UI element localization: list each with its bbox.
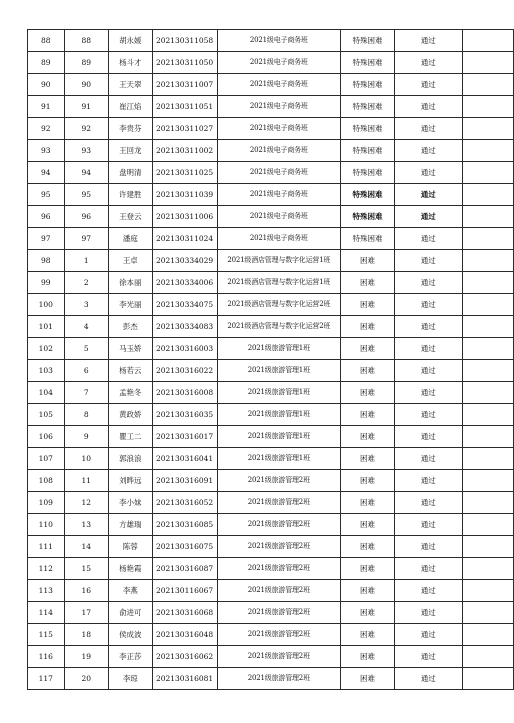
row-number-cell: 89 <box>28 52 65 74</box>
row-number-cell: 96 <box>28 206 65 228</box>
table-row <box>28 558 514 580</box>
student-id-cell: 202130311006 <box>152 206 217 228</box>
student-name-cell: 崔江焰 <box>109 96 153 118</box>
note-cell <box>462 580 513 602</box>
review-result-cell: 通过 <box>394 448 462 470</box>
review-result-cell: 通过 <box>394 118 462 140</box>
note-cell <box>462 294 513 316</box>
row-number-cell: 113 <box>28 580 65 602</box>
class-name-cell: 2021级电子商务班 <box>217 162 341 184</box>
review-result-cell: 通过 <box>394 74 462 96</box>
difficulty-level-cell: 特殊困难 <box>341 184 395 206</box>
note-cell <box>462 558 513 580</box>
review-result-cell: 通过 <box>394 294 462 316</box>
difficulty-level-cell: 特殊困难 <box>341 228 395 250</box>
student-id-cell: 202130116067 <box>152 580 217 602</box>
table-row <box>28 624 514 646</box>
student-name-cell: 杨若云 <box>109 360 153 382</box>
row-number-cell: 111 <box>28 536 65 558</box>
difficulty-level-cell: 困难 <box>341 294 395 316</box>
table-row <box>28 470 514 492</box>
table-row <box>28 404 514 426</box>
sequence-cell: 92 <box>64 118 108 140</box>
row-number-cell: 117 <box>28 668 65 690</box>
note-cell <box>462 30 513 52</box>
table-row <box>28 52 514 74</box>
review-result-cell: 通过 <box>394 250 462 272</box>
review-result-cell: 通过 <box>394 404 462 426</box>
sequence-cell: 91 <box>64 96 108 118</box>
note-cell <box>462 118 513 140</box>
student-id-cell: 202130311027 <box>152 118 217 140</box>
note-cell <box>462 228 513 250</box>
difficulty-level-cell: 特殊困难 <box>341 52 395 74</box>
table-row <box>28 30 514 52</box>
difficulty-level-cell: 特殊困难 <box>341 162 395 184</box>
review-result-cell: 通过 <box>394 536 462 558</box>
student-id-cell: 202130311024 <box>152 228 217 250</box>
row-number-cell: 101 <box>28 316 65 338</box>
student-name-cell: 俞进可 <box>109 602 153 624</box>
note-cell <box>462 668 513 690</box>
difficulty-level-cell: 特殊困难 <box>341 74 395 96</box>
difficulty-level-cell: 特殊困难 <box>341 118 395 140</box>
note-cell <box>462 602 513 624</box>
sequence-cell: 16 <box>64 580 108 602</box>
review-result-cell: 通过 <box>394 668 462 690</box>
note-cell <box>462 646 513 668</box>
difficulty-level-cell: 困难 <box>341 448 395 470</box>
note-cell <box>462 470 513 492</box>
row-number-cell: 104 <box>28 382 65 404</box>
student-id-cell: 202130316075 <box>152 536 217 558</box>
difficulty-level-cell: 特殊困难 <box>341 140 395 162</box>
class-name-cell: 2021级酒店管理与数字化运营2班 <box>217 316 341 338</box>
student-id-cell: 202130311039 <box>152 184 217 206</box>
student-name-cell: 方雄瑞 <box>109 514 153 536</box>
difficulty-level-cell: 困难 <box>341 426 395 448</box>
note-cell <box>462 184 513 206</box>
review-result-cell: 通过 <box>394 602 462 624</box>
row-number-cell: 103 <box>28 360 65 382</box>
sequence-cell: 2 <box>64 272 108 294</box>
review-result-cell: 通过 <box>394 272 462 294</box>
review-result-cell: 通过 <box>394 580 462 602</box>
sequence-cell: 18 <box>64 624 108 646</box>
class-name-cell: 2021级旅游管理1班 <box>217 338 341 360</box>
difficulty-level-cell: 困难 <box>341 404 395 426</box>
student-name-cell: 刘晔远 <box>109 470 153 492</box>
table-row <box>28 426 514 448</box>
difficulty-level-cell: 特殊困难 <box>341 206 395 228</box>
sequence-cell: 95 <box>64 184 108 206</box>
student-name-cell: 彭杰 <box>109 316 153 338</box>
review-result-cell: 通过 <box>394 184 462 206</box>
note-cell <box>462 96 513 118</box>
student-id-cell: 202130316003 <box>152 338 217 360</box>
student-id-cell: 202130316087 <box>152 558 217 580</box>
class-name-cell: 2021级旅游管理1班 <box>217 426 341 448</box>
student-aid-table <box>27 29 514 690</box>
sequence-cell: 19 <box>64 646 108 668</box>
table-row <box>28 272 514 294</box>
sequence-cell: 17 <box>64 602 108 624</box>
table-row <box>28 492 514 514</box>
row-number-cell: 112 <box>28 558 65 580</box>
note-cell <box>462 338 513 360</box>
student-name-cell: 杨斗才 <box>109 52 153 74</box>
sequence-cell: 9 <box>64 426 108 448</box>
table-row <box>28 360 514 382</box>
difficulty-level-cell: 困难 <box>341 668 395 690</box>
sequence-cell: 15 <box>64 558 108 580</box>
student-id-cell: 202130311051 <box>152 96 217 118</box>
table-row <box>28 206 514 228</box>
review-result-cell: 通过 <box>394 558 462 580</box>
row-number-cell: 110 <box>28 514 65 536</box>
student-id-cell: 202130316085 <box>152 514 217 536</box>
class-name-cell: 2021级酒店管理与数字化运营1班 <box>217 250 341 272</box>
student-name-cell: 黄政娇 <box>109 404 153 426</box>
sequence-cell: 93 <box>64 140 108 162</box>
class-name-cell: 2021级电子商务班 <box>217 96 341 118</box>
note-cell <box>462 492 513 514</box>
review-result-cell: 通过 <box>394 52 462 74</box>
table-row <box>28 316 514 338</box>
row-number-cell: 105 <box>28 404 65 426</box>
student-id-cell: 202130311025 <box>152 162 217 184</box>
table-row <box>28 96 514 118</box>
note-cell <box>462 162 513 184</box>
student-name-cell: 李光丽 <box>109 294 153 316</box>
note-cell <box>462 316 513 338</box>
student-name-cell: 胡永媛 <box>109 30 153 52</box>
class-name-cell: 2021级旅游管理2班 <box>217 602 341 624</box>
class-name-cell: 2021级酒店管理与数字化运营2班 <box>217 294 341 316</box>
class-name-cell: 2021级旅游管理2班 <box>217 536 341 558</box>
sequence-cell: 8 <box>64 404 108 426</box>
note-cell <box>462 52 513 74</box>
class-name-cell: 2021级旅游管理1班 <box>217 360 341 382</box>
student-name-cell: 李贵芬 <box>109 118 153 140</box>
note-cell <box>462 514 513 536</box>
sequence-cell: 14 <box>64 536 108 558</box>
student-id-cell: 202130311050 <box>152 52 217 74</box>
row-number-cell: 107 <box>28 448 65 470</box>
sequence-cell: 89 <box>64 52 108 74</box>
row-number-cell: 98 <box>28 250 65 272</box>
difficulty-level-cell: 困难 <box>341 360 395 382</box>
difficulty-level-cell: 特殊困难 <box>341 30 395 52</box>
difficulty-level-cell: 困难 <box>341 580 395 602</box>
review-result-cell: 通过 <box>394 426 462 448</box>
row-number-cell: 102 <box>28 338 65 360</box>
row-number-cell: 92 <box>28 118 65 140</box>
review-result-cell: 通过 <box>394 338 462 360</box>
student-id-cell: 202130316052 <box>152 492 217 514</box>
row-number-cell: 91 <box>28 96 65 118</box>
class-name-cell: 2021级旅游管理1班 <box>217 404 341 426</box>
sequence-cell: 94 <box>64 162 108 184</box>
table-row <box>28 118 514 140</box>
student-name-cell: 侯成波 <box>109 624 153 646</box>
student-id-cell: 202130316035 <box>152 404 217 426</box>
class-name-cell: 2021级旅游管理2班 <box>217 580 341 602</box>
difficulty-level-cell: 特殊困难 <box>341 96 395 118</box>
row-number-cell: 109 <box>28 492 65 514</box>
table-row <box>28 294 514 316</box>
note-cell <box>462 360 513 382</box>
sequence-cell: 5 <box>64 338 108 360</box>
sequence-cell: 12 <box>64 492 108 514</box>
review-result-cell: 通过 <box>394 228 462 250</box>
table-row <box>28 338 514 360</box>
row-number-cell: 90 <box>28 74 65 96</box>
sequence-cell: 13 <box>64 514 108 536</box>
table-row <box>28 668 514 690</box>
student-name-cell: 王回龙 <box>109 140 153 162</box>
row-number-cell: 94 <box>28 162 65 184</box>
class-name-cell: 2021级电子商务班 <box>217 74 341 96</box>
class-name-cell: 2021级电子商务班 <box>217 52 341 74</box>
review-result-cell: 通过 <box>394 206 462 228</box>
sequence-cell: 97 <box>64 228 108 250</box>
note-cell <box>462 536 513 558</box>
table-row <box>28 228 514 250</box>
review-result-cell: 通过 <box>394 316 462 338</box>
review-result-cell: 通过 <box>394 360 462 382</box>
student-id-cell: 202130334029 <box>152 250 217 272</box>
class-name-cell: 2021级旅游管理2班 <box>217 514 341 536</box>
row-number-cell: 116 <box>28 646 65 668</box>
class-name-cell: 2021级旅游管理2班 <box>217 668 341 690</box>
row-number-cell: 93 <box>28 140 65 162</box>
sequence-cell: 20 <box>64 668 108 690</box>
note-cell <box>462 206 513 228</box>
student-name-cell: 徐本丽 <box>109 272 153 294</box>
sequence-cell: 11 <box>64 470 108 492</box>
sequence-cell: 88 <box>64 30 108 52</box>
row-number-cell: 99 <box>28 272 65 294</box>
student-id-cell: 202130334075 <box>152 294 217 316</box>
row-number-cell: 95 <box>28 184 65 206</box>
student-id-cell: 202130316062 <box>152 646 217 668</box>
review-result-cell: 通过 <box>394 96 462 118</box>
table-row <box>28 536 514 558</box>
review-result-cell: 通过 <box>394 140 462 162</box>
student-id-cell: 202130334083 <box>152 316 217 338</box>
student-id-cell: 202130334006 <box>152 272 217 294</box>
note-cell <box>462 140 513 162</box>
student-name-cell: 李燕 <box>109 580 153 602</box>
student-name-cell: 李琼 <box>109 668 153 690</box>
table-row <box>28 140 514 162</box>
table-row <box>28 74 514 96</box>
class-name-cell: 2021级电子商务班 <box>217 206 341 228</box>
difficulty-level-cell: 困难 <box>341 316 395 338</box>
table-row <box>28 162 514 184</box>
note-cell <box>462 250 513 272</box>
note-cell <box>462 624 513 646</box>
student-name-cell: 许建胜 <box>109 184 153 206</box>
difficulty-level-cell: 困难 <box>341 382 395 404</box>
review-result-cell: 通过 <box>394 470 462 492</box>
table-row <box>28 250 514 272</box>
student-name-cell: 李正莎 <box>109 646 153 668</box>
review-result-cell: 通过 <box>394 30 462 52</box>
student-id-cell: 202130316091 <box>152 470 217 492</box>
note-cell <box>462 448 513 470</box>
student-id-cell: 202130316041 <box>152 448 217 470</box>
sequence-cell: 3 <box>64 294 108 316</box>
student-name-cell: 李小妹 <box>109 492 153 514</box>
difficulty-level-cell: 困难 <box>341 470 395 492</box>
difficulty-level-cell: 困难 <box>341 558 395 580</box>
review-result-cell: 通过 <box>394 624 462 646</box>
class-name-cell: 2021级电子商务班 <box>217 30 341 52</box>
student-id-cell: 202130316017 <box>152 426 217 448</box>
class-name-cell: 2021级电子商务班 <box>217 228 341 250</box>
difficulty-level-cell: 困难 <box>341 514 395 536</box>
row-number-cell: 88 <box>28 30 65 52</box>
class-name-cell: 2021级电子商务班 <box>217 184 341 206</box>
note-cell <box>462 74 513 96</box>
student-id-cell: 202130311007 <box>152 74 217 96</box>
review-result-cell: 通过 <box>394 492 462 514</box>
student-id-cell: 202130316022 <box>152 360 217 382</box>
sequence-cell: 4 <box>64 316 108 338</box>
table-row <box>28 382 514 404</box>
difficulty-level-cell: 困难 <box>341 272 395 294</box>
student-name-cell: 盘明清 <box>109 162 153 184</box>
sequence-cell: 1 <box>64 250 108 272</box>
student-name-cell: 王登云 <box>109 206 153 228</box>
class-name-cell: 2021级酒店管理与数字化运营1班 <box>217 272 341 294</box>
table-row <box>28 580 514 602</box>
student-id-cell: 202130316068 <box>152 602 217 624</box>
table-row <box>28 514 514 536</box>
student-name-cell: 马玉娇 <box>109 338 153 360</box>
student-id-cell: 202130316048 <box>152 624 217 646</box>
row-number-cell: 115 <box>28 624 65 646</box>
review-result-cell: 通过 <box>394 162 462 184</box>
class-name-cell: 2021级旅游管理1班 <box>217 448 341 470</box>
sequence-cell: 6 <box>64 360 108 382</box>
student-id-cell: 202130316081 <box>152 668 217 690</box>
row-number-cell: 97 <box>28 228 65 250</box>
row-number-cell: 114 <box>28 602 65 624</box>
table-row <box>28 602 514 624</box>
difficulty-level-cell: 困难 <box>341 338 395 360</box>
note-cell <box>462 404 513 426</box>
note-cell <box>462 272 513 294</box>
student-id-cell: 202130311002 <box>152 140 217 162</box>
review-result-cell: 通过 <box>394 514 462 536</box>
student-name-cell: 郭浪浪 <box>109 448 153 470</box>
class-name-cell: 2021级旅游管理2班 <box>217 558 341 580</box>
class-name-cell: 2021级旅游管理1班 <box>217 382 341 404</box>
sequence-cell: 10 <box>64 448 108 470</box>
difficulty-level-cell: 困难 <box>341 624 395 646</box>
table-row <box>28 184 514 206</box>
note-cell <box>462 382 513 404</box>
student-name-cell: 杨艳霞 <box>109 558 153 580</box>
class-name-cell: 2021级旅游管理2班 <box>217 470 341 492</box>
review-result-cell: 通过 <box>394 382 462 404</box>
table-body <box>28 30 514 690</box>
difficulty-level-cell: 困难 <box>341 250 395 272</box>
sequence-cell: 90 <box>64 74 108 96</box>
table-row <box>28 646 514 668</box>
class-name-cell: 2021级旅游管理2班 <box>217 492 341 514</box>
class-name-cell: 2021级电子商务班 <box>217 140 341 162</box>
row-number-cell: 100 <box>28 294 65 316</box>
row-number-cell: 106 <box>28 426 65 448</box>
student-name-cell: 王天翠 <box>109 74 153 96</box>
row-number-cell: 108 <box>28 470 65 492</box>
note-cell <box>462 426 513 448</box>
difficulty-level-cell: 困难 <box>341 602 395 624</box>
student-name-cell: 陈蓉 <box>109 536 153 558</box>
sequence-cell: 96 <box>64 206 108 228</box>
sequence-cell: 7 <box>64 382 108 404</box>
table-row <box>28 448 514 470</box>
difficulty-level-cell: 困难 <box>341 536 395 558</box>
class-name-cell: 2021级旅游管理2班 <box>217 624 341 646</box>
class-name-cell: 2021级电子商务班 <box>217 118 341 140</box>
student-name-cell: 孟艳冬 <box>109 382 153 404</box>
class-name-cell: 2021级旅游管理2班 <box>217 646 341 668</box>
review-result-cell: 通过 <box>394 646 462 668</box>
difficulty-level-cell: 困难 <box>341 646 395 668</box>
student-id-cell: 202130316008 <box>152 382 217 404</box>
difficulty-level-cell: 困难 <box>341 492 395 514</box>
student-name-cell: 王卓 <box>109 250 153 272</box>
student-id-cell: 202130311058 <box>152 30 217 52</box>
student-name-cell: 瞿工二 <box>109 426 153 448</box>
student-name-cell: 潘庭 <box>109 228 153 250</box>
